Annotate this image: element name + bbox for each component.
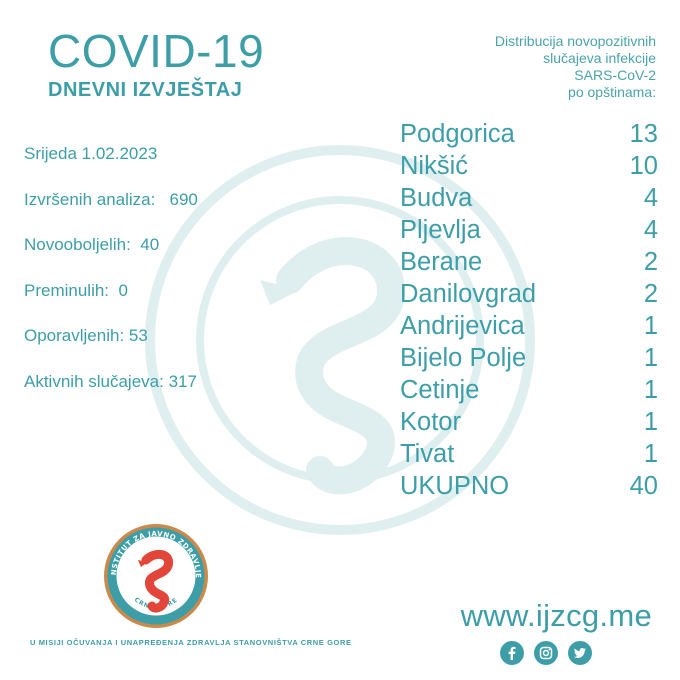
table-row — [400, 278, 658, 310]
municipality-name: Andrijevica — [400, 312, 525, 340]
municipality-name: Nikšić — [400, 152, 468, 180]
distribution-heading-line: po opštinama: — [568, 84, 656, 100]
table-row — [400, 246, 658, 278]
distribution-heading — [396, 33, 656, 101]
municipality-count: 1 — [643, 376, 658, 404]
municipality-count: 2 — [643, 280, 658, 308]
twitter-icon[interactable] — [568, 641, 592, 665]
municipality-name: Danilovgrad — [400, 280, 537, 308]
table-row — [400, 374, 658, 406]
daily-stats — [24, 143, 198, 416]
table-row — [400, 342, 658, 374]
table-row — [400, 182, 658, 214]
municipality-name: Kotor — [400, 408, 461, 436]
recovered-count: Oporavljenih: 53 — [24, 326, 148, 345]
facebook-icon[interactable] — [500, 641, 524, 665]
institute-logo — [102, 522, 210, 630]
website-link[interactable]: www.ijzcg.me — [460, 598, 652, 633]
municipality-name: Bijelo Polje — [400, 344, 527, 372]
municipality-name: Budva — [400, 184, 473, 212]
social-links — [500, 641, 592, 665]
municipality-count: 1 — [643, 440, 658, 468]
page-title: COVID-19 — [48, 25, 265, 77]
municipality-count: 1 — [643, 344, 658, 372]
municipality-name: Tivat — [400, 440, 455, 468]
table-row — [400, 150, 658, 182]
distribution-heading-line: Distribucija novopozitivnih — [494, 33, 656, 49]
total-count: 40 — [629, 472, 658, 500]
municipality-count: 4 — [643, 184, 658, 212]
municipality-name: Podgorica — [400, 120, 515, 148]
municipality-count: 4 — [643, 216, 658, 244]
active-cases-count: Aktivnih slučajeva: 317 — [24, 371, 197, 391]
total-row — [400, 470, 658, 502]
table-row — [400, 214, 658, 246]
deaths-count: Preminulih: 0 — [24, 280, 128, 300]
analyses-count: Izvršenih analiza: 690 — [24, 189, 198, 209]
report-date: Srijeda 1.02.2023 — [24, 144, 158, 163]
total-label: UKUPNO — [400, 472, 510, 500]
table-row — [400, 406, 658, 438]
municipality-count: 2 — [643, 248, 658, 276]
table-row — [400, 438, 658, 470]
municipality-count: 13 — [629, 120, 658, 148]
municipality-count: 10 — [629, 152, 658, 180]
motto-text: U MISIJI OČUVANJA I UNAPREĐENJA ZDRAVLJA STANOVNIŠTVA CRNE GORE — [30, 638, 352, 647]
municipality-name: Cetinje — [400, 376, 480, 404]
municipality-name: Pljevlja — [400, 216, 481, 244]
table-row — [400, 310, 658, 342]
distribution-heading-line: slučajeva infekcije — [543, 50, 656, 66]
municipality-count: 1 — [643, 312, 658, 340]
new-cases-count: Novooboljelih: 40 — [24, 235, 160, 254]
svg-text:CRNE GORE: CRNE GORE — [132, 596, 180, 611]
table-row — [400, 118, 658, 150]
municipality-name: Berane — [400, 248, 483, 276]
municipality-count: 1 — [643, 408, 658, 436]
distribution-heading-line: SARS-CoV-2 — [574, 67, 656, 83]
page-subtitle: DNEVNI IZVJEŠTAJ — [48, 79, 243, 101]
municipality-table — [400, 118, 658, 502]
instagram-icon[interactable] — [534, 641, 558, 665]
svg-text:INSTITUT ZA JAVNO ZDRAVLJE: NSTITUT ZA JAVNO ZDRAVLJE — [109, 529, 203, 579]
